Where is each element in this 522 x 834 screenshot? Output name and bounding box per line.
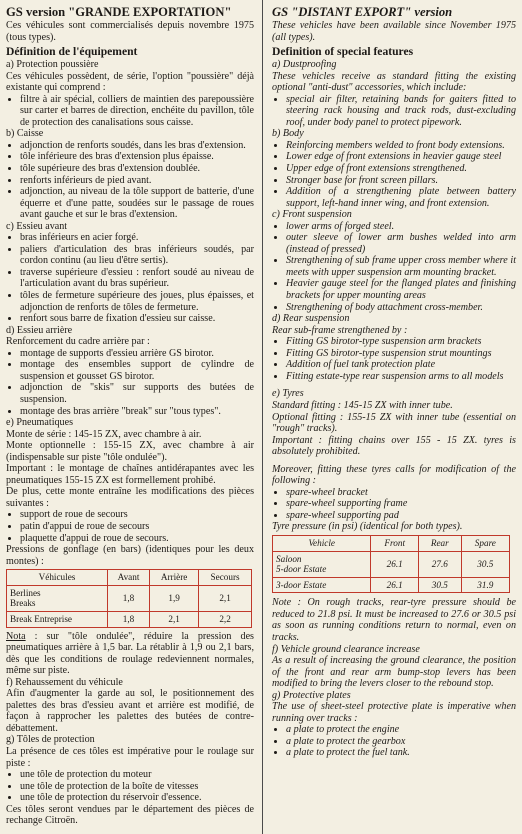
french-heading: Définition de l'équipement	[6, 45, 138, 59]
table-header: Spare	[461, 535, 509, 551]
section-e-line: Important : le montage de chaînes antidérapantes avec les pneumatiques 155-15 ZX est formellement prohibé.	[6, 463, 254, 486]
section-e-line: Monte optionnelle : 155-15 ZX, avec chambre à air (indispensable sur piste "tôle ondulée").	[6, 440, 254, 463]
list-item: • Fitting GS birotor-type suspension strut mountings	[286, 348, 516, 360]
section-g-list	[272, 724, 516, 759]
french-title: GS version "GRANDE EXPORTATION"	[6, 5, 232, 19]
section-c-title: c) Essieu avant	[6, 220, 68, 232]
table-header: Avant	[107, 570, 149, 586]
section-e-title: e) Pneumatiques	[6, 417, 73, 429]
french-intro: Ces véhicules sont commercialisés depuis novembre 1975 (tous types).	[6, 20, 254, 43]
section-f-text: As a result of increasing the ground clearance, the position of the front and rear arm bump-stop levers has been modified to bring the levers closer to the rebound stop.	[272, 655, 516, 690]
section-a-text: These vehicles receive as standard fitting the existing optional "anti-dust" accessories, which include:	[272, 70, 516, 94]
list-item: • Fitting GS birotor-type suspension arm brackets	[286, 336, 516, 348]
section-d-title: d) Rear suspension	[272, 313, 350, 325]
list-item: • une tôle de protection de la boîte de vitesses	[20, 781, 254, 793]
list-item: • adjonction de "skis" sur supports des butées de suspension.	[20, 382, 254, 405]
section-d-text: Rear sub-frame strengthened by :	[272, 324, 408, 336]
french-column	[6, 5, 254, 827]
table-cell: 26.1	[371, 577, 418, 593]
section-e-more: Moreover, fitting these tyres calls for modification of the following :	[272, 463, 516, 487]
section-e-line: Standard fitting : 145-15 ZX with inner tube.	[272, 399, 453, 411]
section-g-text: La présence de ces tôles est impérative pour le roulage sur piste :	[6, 746, 254, 769]
section-g-text: The use of sheet-steel protective plate is imperative when running over tracks :	[272, 701, 516, 724]
pressure-table-en	[272, 535, 510, 593]
column-divider	[262, 0, 263, 834]
list-item: • Addition of a strengthening plate between battery support, left-hand inner wing, and front extension.	[286, 186, 516, 209]
section-b-list	[272, 140, 516, 209]
table-header: Rear	[418, 535, 461, 551]
section-d-text: Renforcement du cadre arrière par :	[6, 336, 150, 348]
section-d-list	[272, 336, 516, 382]
section-d-title: d) Essieu arrière	[6, 324, 73, 336]
section-g-outro: Ces tôles seront vendues par le département des pièces de rechange Citroën.	[6, 803, 254, 827]
english-intro: These vehicles have been available since November 1975 (all types).	[272, 20, 516, 43]
table-row	[273, 551, 510, 577]
table-cell: Saloon 5-door Estate	[273, 551, 371, 577]
list-item: • Heavier gauge steel for the flanged plates and finishing brackets for upper mounting areas	[286, 278, 516, 301]
table-cell: 3-door Estate	[273, 577, 371, 593]
list-item: • tôle supérieure des bras d'extension doublée.	[20, 163, 254, 175]
section-f-text: Afin d'augmenter la garde au sol, le positionnement des palettes des bras d'essieu avant et arrière est modifié, de façon à rapprocher les palettes des butées de contre-débattement.	[6, 688, 254, 734]
list-item: • support de roue de secours	[20, 509, 254, 521]
list-item: • une tôle de protection du réservoir d'essence.	[20, 792, 254, 804]
list-item: • tôles de fermeture supérieure des joues, plus épaisses, et adjonction de renforts de tôles de fermeture.	[20, 290, 254, 313]
table-cell: 1,9	[150, 585, 199, 611]
table-cell: 31.9	[461, 577, 509, 593]
section-a-title: a) Dustproofing	[272, 59, 337, 71]
section-g-list	[6, 769, 254, 804]
english-title: GS "DISTANT EXPORT" version	[272, 5, 453, 19]
list-item: • Addition of fuel tank protection plate	[286, 359, 516, 371]
table-header-row	[273, 535, 510, 551]
pressure-text: Pressions de gonflage (en bars) (identiques pour les deux montes) :	[6, 544, 254, 567]
list-item: • une tôle de protection du moteur	[20, 769, 254, 781]
section-e-line: Important : fitting chains over 155 - 15 ZX. tyres is absolutely prohibited.	[272, 434, 516, 458]
section-c-list	[272, 221, 516, 313]
section-a-title: a) Protection poussière	[6, 59, 99, 71]
list-item: • Strengthening of body attachment cross-member.	[286, 302, 516, 314]
pressure-table-fr	[6, 569, 252, 627]
table-cell: 26.1	[371, 551, 418, 577]
table-row	[7, 611, 252, 627]
list-item: • plaquette d'appui de roue de secours.	[20, 533, 254, 545]
section-g-title: g) Protective plates	[272, 689, 351, 701]
table-header: Secours	[199, 570, 252, 586]
section-a-text: Ces véhicules possèdent, de série, l'option "poussière" déjà existante qui comprend :	[6, 70, 254, 94]
list-item: • Stronger base for front screen pillars.	[286, 175, 516, 187]
list-item: • montage des ensembles support de cylindre de suspension et gousset GS birotor.	[20, 359, 254, 382]
list-item: • adjonction de renforts soudés, dans les bras d'extension.	[20, 140, 254, 152]
list-item: • adjonction, au niveau de la tôle support de batterie, d'une équerre et d'une patte, soudées sur le passage de roues avant gauche et sur le bras d'extension.	[20, 186, 254, 221]
table-header: Vehicle	[273, 535, 371, 551]
note-paragraph	[6, 631, 254, 677]
list-item: • renfort sous barre de fixation d'essieu sur caisse.	[20, 313, 254, 325]
table-cell: 1,8	[107, 585, 149, 611]
table-cell: 27.6	[418, 551, 461, 577]
section-b-title: b) Body	[272, 128, 304, 140]
list-item: • Fitting estate-type rear suspension arms to all models	[286, 371, 516, 383]
table-header: Arrière	[150, 570, 199, 586]
section-c-list	[6, 232, 254, 324]
section-f-title: f) Rehaussement du véhicule	[6, 676, 123, 688]
section-e-title: e) Tyres	[272, 388, 304, 400]
section-b-list	[6, 140, 254, 221]
section-d-list	[6, 348, 254, 417]
section-e-line: Monte de série : 145-15 ZX, avec chambre à air.	[6, 428, 202, 440]
table-cell: 1,8	[107, 611, 149, 627]
section-e-list	[272, 487, 516, 522]
list-item: • outer sleeve of lower arm bushes welded into arm (instead of pressed)	[286, 232, 516, 255]
list-item: • a plate to protect the gearbox	[286, 736, 516, 748]
table-cell: 2,1	[199, 585, 252, 611]
list-item: • a plate to protect the fuel tank.	[286, 747, 516, 759]
table-cell: 30.5	[418, 577, 461, 593]
note-label: Nota	[6, 630, 26, 642]
list-item: • spare-wheel supporting frame	[286, 498, 516, 510]
table-header: Front	[371, 535, 418, 551]
list-item: • a plate to protect the engine	[286, 724, 516, 736]
list-item: • paliers d'articulation des bras inférieurs soudés, par cordon continu (au lieu d'être sertis).	[20, 244, 254, 267]
section-e-line: Optional fitting : 155-15 ZX with inner tube (essential on "rough" tracks).	[272, 411, 516, 435]
section-a-list	[6, 94, 254, 129]
list-item: • renforts inférieurs de pied avant.	[20, 175, 254, 187]
section-e-line: De plus, cette monte entraîne les modifications des pièces suivantes :	[6, 486, 254, 509]
section-b-title: b) Caisse	[6, 128, 44, 140]
table-row	[273, 577, 510, 593]
list-item: • special air filter, retaining bands for gaiters fitted to steering rack housing and track rods, dust-excluding roof, under body panel to protect pipework.	[286, 94, 516, 129]
table-cell: 30.5	[461, 551, 509, 577]
note-text: : sur "tôle ondulée", réduire la pression des pneumatiques arrière à 1,5 bar. La rétablir à 1,9 ou 2,1 bars, dès que les conditions de roulage redeviennent normales, même sur piste.	[6, 630, 254, 677]
list-item: • Reinforcing members welded to front body extensions.	[286, 140, 516, 152]
list-item: • Strengthening of sub frame upper cross member where it meets with upper suspension arm mounting bracket.	[286, 255, 516, 278]
list-item: • montage des bras arrière "break" sur "tous types".	[20, 406, 254, 418]
table-header-row	[7, 570, 252, 586]
note-paragraph: Note : On rough tracks, rear-tyre pressure should be reduced to 21.8 psi. It must be increased to 27.6 or 30.5 psi as soon as running conditions return to normal, even on tracks.	[272, 597, 516, 643]
table-header: Véhicules	[7, 570, 108, 586]
english-column	[272, 5, 516, 759]
section-f-title: f) Vehicle ground clearance increase	[272, 643, 420, 655]
list-item: • Lower edge of front extensions in heavier gauge steel	[286, 151, 516, 163]
list-item: • bras inférieurs en acier forgé.	[20, 232, 254, 244]
pressure-text: Tyre pressure (in psi) (identical for both types).	[272, 521, 463, 533]
section-c-title: c) Front suspension	[272, 209, 352, 221]
list-item: • lower arms of forged steel.	[286, 221, 516, 233]
table-cell: 2,1	[150, 611, 199, 627]
table-cell: 2,2	[199, 611, 252, 627]
table-row	[7, 585, 252, 611]
list-item: • filtre à air spécial, colliers de maintien des parepoussière sur carter et barres de direction, enchéite du pavillon, tôle de protection des canalisations sous caisse.	[20, 94, 254, 129]
table-cell: Berlines Breaks	[7, 585, 108, 611]
english-heading: Definition of special features	[272, 45, 414, 59]
list-item: • tôle inférieure des bras d'extension plus épaisse.	[20, 151, 254, 163]
list-item: • montage de supports d'essieu arrière GS birotor.	[20, 348, 254, 360]
section-g-title: g) Tôles de protection	[6, 734, 95, 746]
list-item: • patin d'appui de roue de secours	[20, 521, 254, 533]
list-item: • traverse supérieure d'essieu : renfort soudé au niveau de l'articulation avant du bras supérieur.	[20, 267, 254, 290]
list-item: • spare-wheel bracket	[286, 487, 516, 499]
section-a-list	[272, 94, 516, 129]
list-item: • spare-wheel supporting pad	[286, 510, 516, 522]
list-item: • Upper edge of front extensions strengthened.	[286, 163, 516, 175]
section-e-list	[6, 509, 254, 544]
table-cell: Break Entreprise	[7, 611, 108, 627]
